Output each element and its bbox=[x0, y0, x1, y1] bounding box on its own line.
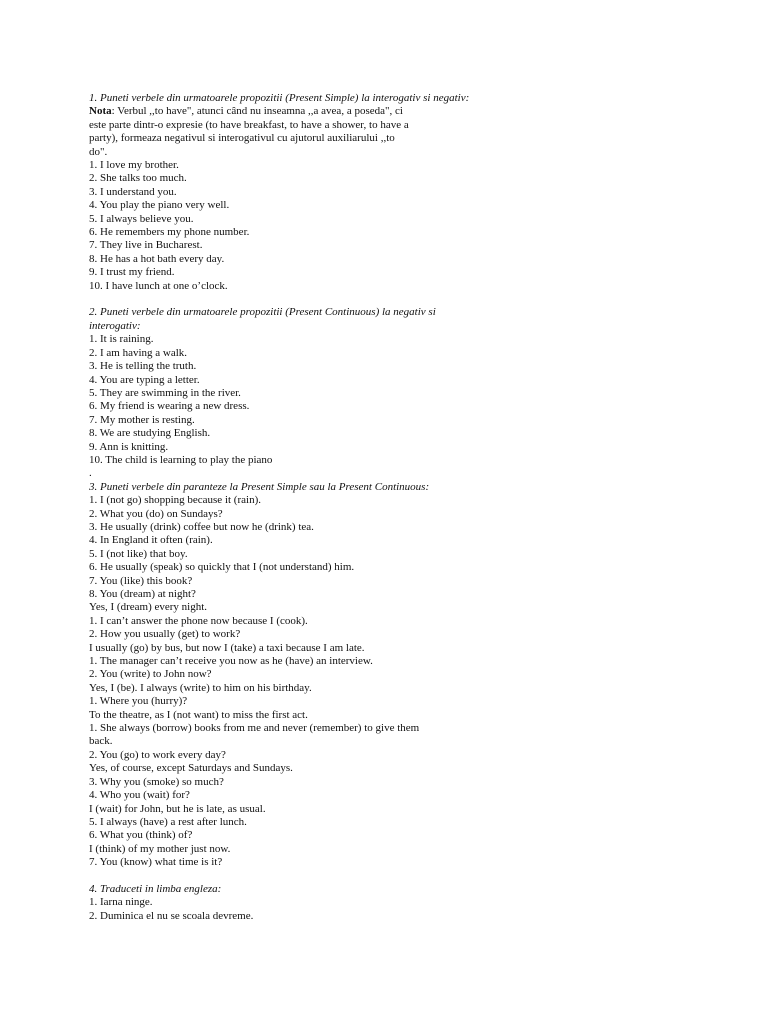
list-item: 6. He usually (speak) so quickly that I (not understand) him. bbox=[89, 561, 355, 574]
list-item: 4. In England it often (rain). bbox=[89, 534, 213, 547]
list-item: 7. My mother is resting. bbox=[89, 413, 195, 426]
list-item: 5. They are swimming in the river. bbox=[89, 386, 241, 399]
list-item: 2. I am having a walk. bbox=[89, 346, 188, 359]
trailing-dot: . bbox=[89, 467, 92, 480]
document-page bbox=[89, 92, 529, 923]
list-item: 1. She always (borrow) books from me and never (remember) to give them bbox=[89, 722, 420, 735]
section2-heading: interogativ: bbox=[89, 319, 141, 332]
list-item: 3. Why you (smoke) so much? bbox=[89, 775, 224, 788]
list-item: 7. You (like) this book? bbox=[89, 574, 193, 587]
list-item: To the theatre, as I (not want) to miss the first act. bbox=[89, 708, 308, 721]
list-item: I (think) of my mother just now. bbox=[89, 842, 231, 855]
list-item: 6. My friend is wearing a new dress. bbox=[89, 400, 250, 413]
list-item: 1. The manager can’t receive you now as he (have) an interview. bbox=[89, 655, 373, 668]
list-item: 3. He usually (drink) coffee but now he (drink) tea. bbox=[89, 520, 314, 533]
list-item: 2. What you (do) on Sundays? bbox=[89, 507, 223, 520]
list-item: 10. The child is learning to play the piano bbox=[89, 453, 273, 466]
section1-note-line: party), formeaza negativul si interogativul cu ajutorul auxiliarului ,,to bbox=[89, 132, 395, 145]
list-item: 5. I always (have) a rest after lunch. bbox=[89, 815, 247, 828]
section1-note-line bbox=[89, 105, 529, 118]
list-item: 6. He remembers my phone number. bbox=[89, 226, 250, 239]
list-item: 6. What you (think) of? bbox=[89, 829, 193, 842]
note-label: Nota bbox=[89, 105, 112, 118]
section1-note-line: este parte dintr-o expresie (to have breakfast, to have a shower, to have a bbox=[89, 118, 409, 131]
list-item: 4. You are typing a letter. bbox=[89, 373, 200, 386]
spacer bbox=[89, 870, 529, 883]
list-item: 2. She talks too much. bbox=[89, 172, 187, 185]
list-item: I (wait) for John, but he is late, as usual. bbox=[89, 802, 266, 815]
section4-heading: 4. Traduceti in limba engleza: bbox=[89, 882, 222, 895]
list-item: 7. You (know) what time is it? bbox=[89, 856, 223, 869]
list-item: 9. Ann is knitting. bbox=[89, 440, 169, 453]
list-item: back. bbox=[89, 735, 113, 748]
section1-note-line: do". bbox=[89, 145, 108, 158]
list-item: 1. I can’t answer the phone now because I (cook). bbox=[89, 614, 308, 627]
list-item: Yes, of course, except Saturdays and Sundays. bbox=[89, 762, 293, 775]
section1-heading: 1. Puneti verbele din urmatoarele propozitii (Present Simple) la interogativ si negativ: bbox=[89, 92, 470, 104]
list-item: Yes, I (dream) every night. bbox=[89, 601, 208, 614]
spacer bbox=[89, 293, 529, 306]
list-item: 9. I trust my friend. bbox=[89, 266, 175, 279]
list-item: 1. I (not go) shopping because it (rain). bbox=[89, 494, 261, 507]
section2-heading: 2. Puneti verbele din urmatoarele propozitii (Present Continuous) la negativ si bbox=[89, 306, 436, 319]
list-item: 1. Iarna ninge. bbox=[89, 896, 153, 909]
list-item: 1. I love my brother. bbox=[89, 159, 179, 172]
list-item: 3. He is telling the truth. bbox=[89, 360, 197, 373]
list-item: Yes, I (be). I always (write) to him on his birthday. bbox=[89, 681, 312, 694]
list-item: 2. Duminica el nu se scoala devreme. bbox=[89, 909, 254, 922]
list-item: 10. I have lunch at one o’clock. bbox=[89, 279, 228, 292]
list-item: 2. You (write) to John now? bbox=[89, 668, 212, 681]
list-item: 2. How you usually (get) to work? bbox=[89, 628, 241, 641]
list-item: I usually (go) by bus, but now I (take) a taxi because I am late. bbox=[89, 641, 365, 654]
list-item: 5. I always believe you. bbox=[89, 212, 194, 225]
list-item: 8. He has a hot bath every day. bbox=[89, 252, 225, 265]
list-item: 1. Where you (hurry)? bbox=[89, 695, 188, 708]
list-item: 8. You (dream) at night? bbox=[89, 588, 196, 600]
list-item: 4. Who you (wait) for? bbox=[89, 789, 190, 802]
list-item: 4. You play the piano very well. bbox=[89, 199, 230, 212]
section3-heading: 3. Puneti verbele din paranteze la Present Simple sau la Present Continuous: bbox=[89, 480, 430, 493]
list-item: 5. I (not like) that boy. bbox=[89, 547, 188, 560]
list-item: 7. They live in Bucharest. bbox=[89, 239, 203, 252]
list-item: 2. You (go) to work every day? bbox=[89, 748, 226, 761]
note-text: : Verbul ,,to have", atunci când nu inseamna ,,a avea, a poseda", ci bbox=[111, 105, 403, 118]
list-item: 8. We are studying English. bbox=[89, 427, 211, 440]
list-item: 1. It is raining. bbox=[89, 333, 154, 346]
list-item: 3. I understand you. bbox=[89, 185, 177, 198]
